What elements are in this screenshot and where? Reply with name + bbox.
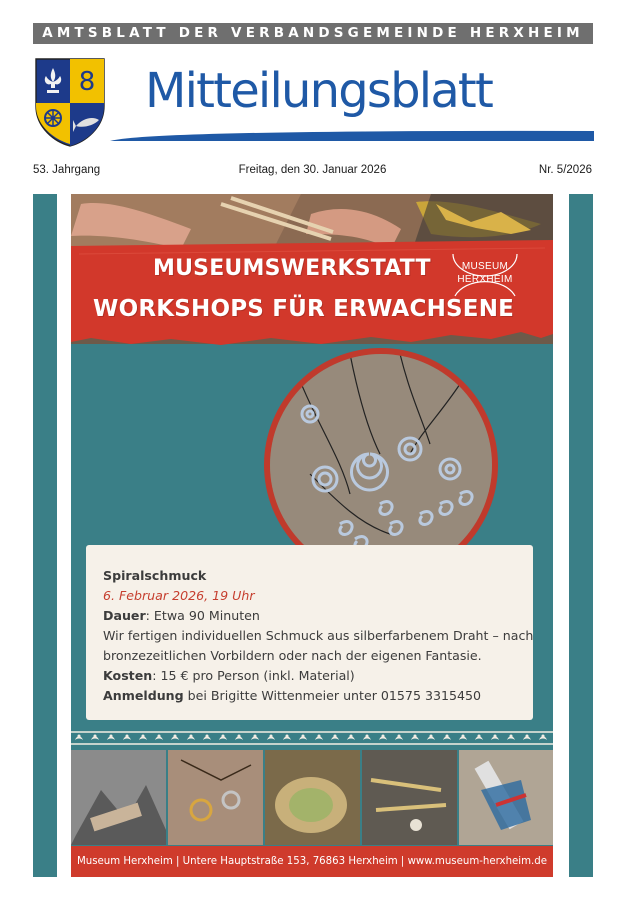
museum-logo-icon [447,250,523,300]
left-teal-strip [33,194,57,877]
logo-word-herxheim: HERXHEIM [457,274,513,285]
masthead-title: Mitteilungsblatt [145,63,492,119]
cost-label: Kosten [103,668,153,683]
poster-footer: Museum Herxheim | Untere Hauptstraße 153, 76863 Herxheim | www.museum-herxheim.de [71,846,553,877]
cost-value: : 15 € pro Person (inkl. Material) [152,668,355,683]
cost-line [103,668,355,683]
logo-word-museum: MUSEUM [461,261,509,272]
workshop-title: Spiralschmuck [103,568,207,583]
workshop-poster [71,194,553,877]
description-line2: bronzezeitlichen Vorbildern oder nach der eigenen Fantasie. [103,648,482,663]
title-underline [110,128,594,142]
duration-line [103,608,260,623]
duration-label: Dauer [103,608,146,623]
registration-line [103,688,481,703]
workshop-date: 6. Februar 2026, 19 Uhr [103,588,255,603]
right-teal-strip [569,194,593,877]
duration-value: : Etwa 90 Minuten [145,608,260,623]
banner-title-line2: WORKSHOPS FÜR ERWACHSENE [93,296,515,322]
description-line1: Wir fertigen individuellen Schmuck aus silberfarbenem Draht – nach [103,628,534,643]
coat-of-arms-icon [33,56,107,148]
banner-title-line1: MUSEUMSWERKSTATT [153,256,431,281]
ornament-border [71,728,553,748]
volume-label: 53. Jahrgang [33,164,101,176]
spiral-jewelry-photo [270,354,492,576]
registration-label: Anmeldung [103,688,184,703]
issue-number: Nr. 5/2026 [538,164,592,176]
registration-value: bei Brigitte Wittenmeier unter 01575 3315450 [183,688,482,703]
masthead-topline: AMTSBLATT DER VERBANDSGEMEINDE HERXHEIM [33,23,593,44]
svg-text:8: 8 [78,67,96,97]
workshop-photo-gallery [71,750,553,845]
issue-date: Freitag, den 30. Januar 2026 [238,164,387,176]
workshop-info-box [86,545,533,720]
